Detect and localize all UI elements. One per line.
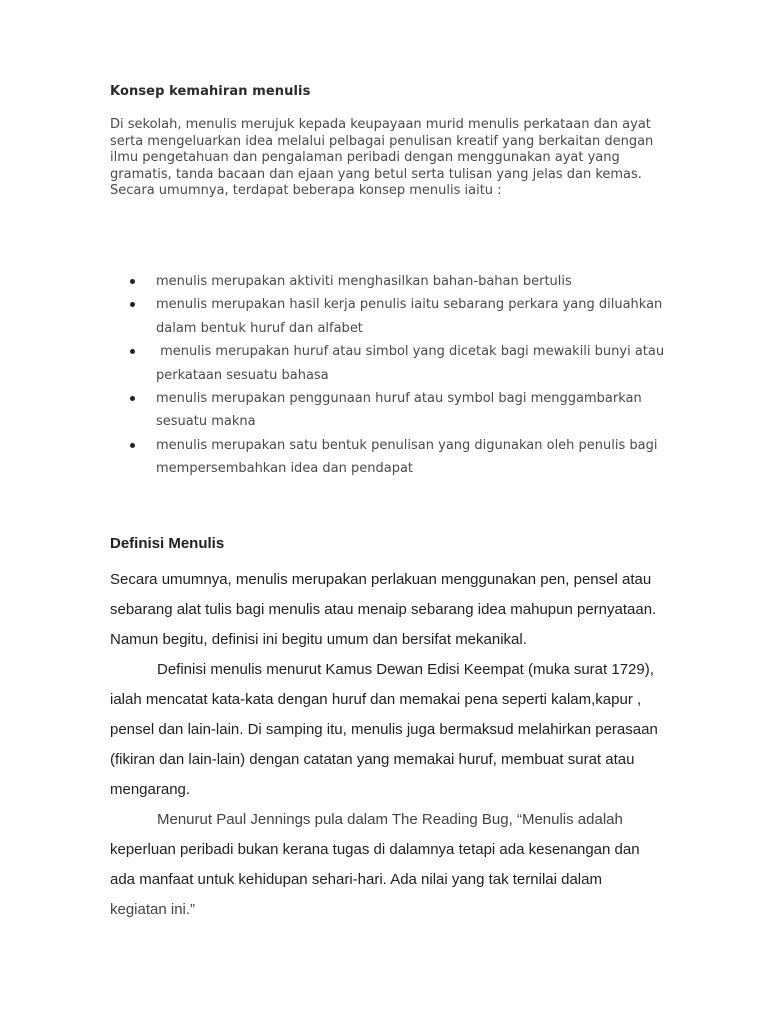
paragraph-line: Definisi menulis menurut Kamus Dewan Edisi Keempat (muka surat 1729), — [157, 661, 654, 678]
paragraph-line: ialah mencatat kata-kata dengan huruf dan memakai pena seperti kalam,kapur , — [110, 691, 642, 708]
intro-line: ilmu pengetahuan dan pengalaman peribadi dengan menggunakan ayat yang — [110, 150, 620, 165]
bullet-icon — [130, 302, 135, 307]
bullet-line: menulis merupakan aktiviti menghasilkan bahan-bahan bertulis — [156, 274, 572, 289]
intro-line: Secara umumnya, terdapat beberapa konsep menulis iaitu : — [110, 183, 502, 198]
list-item — [130, 434, 690, 481]
concept-bullet-list — [130, 270, 690, 481]
intro-paragraph — [110, 117, 670, 200]
bullet-line: perkataan sesuatu bahasa — [156, 367, 329, 383]
section-title-definisi: Definisi Menulis — [110, 535, 225, 552]
list-item — [130, 340, 690, 387]
paragraph-line: (fikiran dan lain-lain) dengan catatan yang memakai huruf, membuat surat atau — [110, 751, 635, 768]
bullet-icon — [130, 279, 135, 284]
intro-line: Di sekolah, menulis merujuk kepada keupayaan murid menulis perkataan dan ayat — [110, 117, 651, 132]
paragraph-line: pensel dan lain-lain. Di samping itu, menulis juga bermaksud melahirkan perasaan — [110, 721, 658, 738]
paragraph-line: mengarang. — [110, 781, 191, 798]
bullet-line: menulis merupakan penggunaan huruf atau symbol bagi menggambarkan — [156, 391, 642, 407]
bullet-line: mempersembahkan idea dan pendapat — [156, 461, 414, 477]
bullet-line: sesuatu makna — [156, 414, 256, 430]
bullet-line: dalam bentuk huruf dan alfabet — [156, 320, 363, 336]
paragraph-line: keperluan peribadi bukan kerana tugas di dalamnya tetapi ada kesenangan dan — [110, 841, 640, 858]
bullet-icon — [130, 443, 135, 448]
list-item — [130, 293, 690, 340]
bullet-line: menulis merupakan hasil kerja penulis iaitu sebarang perkara yang diluahkan — [156, 297, 663, 313]
bullet-line: menulis merupakan huruf atau simbol yang dicetak bagi mewakili bunyi atau — [156, 344, 665, 360]
bullet-icon — [130, 349, 135, 354]
paragraph-line: Secara umumnya, menulis merupakan perlakuan menggunakan pen, pensel atau — [110, 571, 652, 588]
bullet-icon — [130, 396, 135, 401]
list-item — [130, 270, 690, 293]
intro-line: serta mengeluarkan idea melalui pelbagai penulisan kreatif yang berkaitan dengan — [110, 133, 654, 149]
definition-body — [110, 565, 680, 925]
paragraph-line: ada manfaat untuk kehidupan sehari-hari. Ada nilai yang tak ternilai dalam — [110, 871, 602, 888]
paragraph-line: sebarang alat tulis bagi menulis atau menaip sebarang idea mahupun pernyataan. — [110, 601, 657, 618]
intro-line: gramatis, tanda bacaan dan ejaan yang betul serta tulisan yang jelas dan kemas. — [110, 166, 642, 182]
paragraph-line: kegiatan ini.” — [110, 901, 196, 918]
paragraph-line: Namun begitu, definisi ini begitu umum dan bersifat mekanikal. — [110, 631, 527, 648]
section-title-konsep: Konsep kemahiran menulis — [110, 84, 311, 99]
paragraph-line: Menurut Paul Jennings pula dalam The Reading Bug, “Menulis adalah — [157, 811, 623, 828]
bullet-line: menulis merupakan satu bentuk penulisan yang digunakan oleh penulis bagi — [156, 437, 658, 453]
list-item — [130, 387, 690, 434]
